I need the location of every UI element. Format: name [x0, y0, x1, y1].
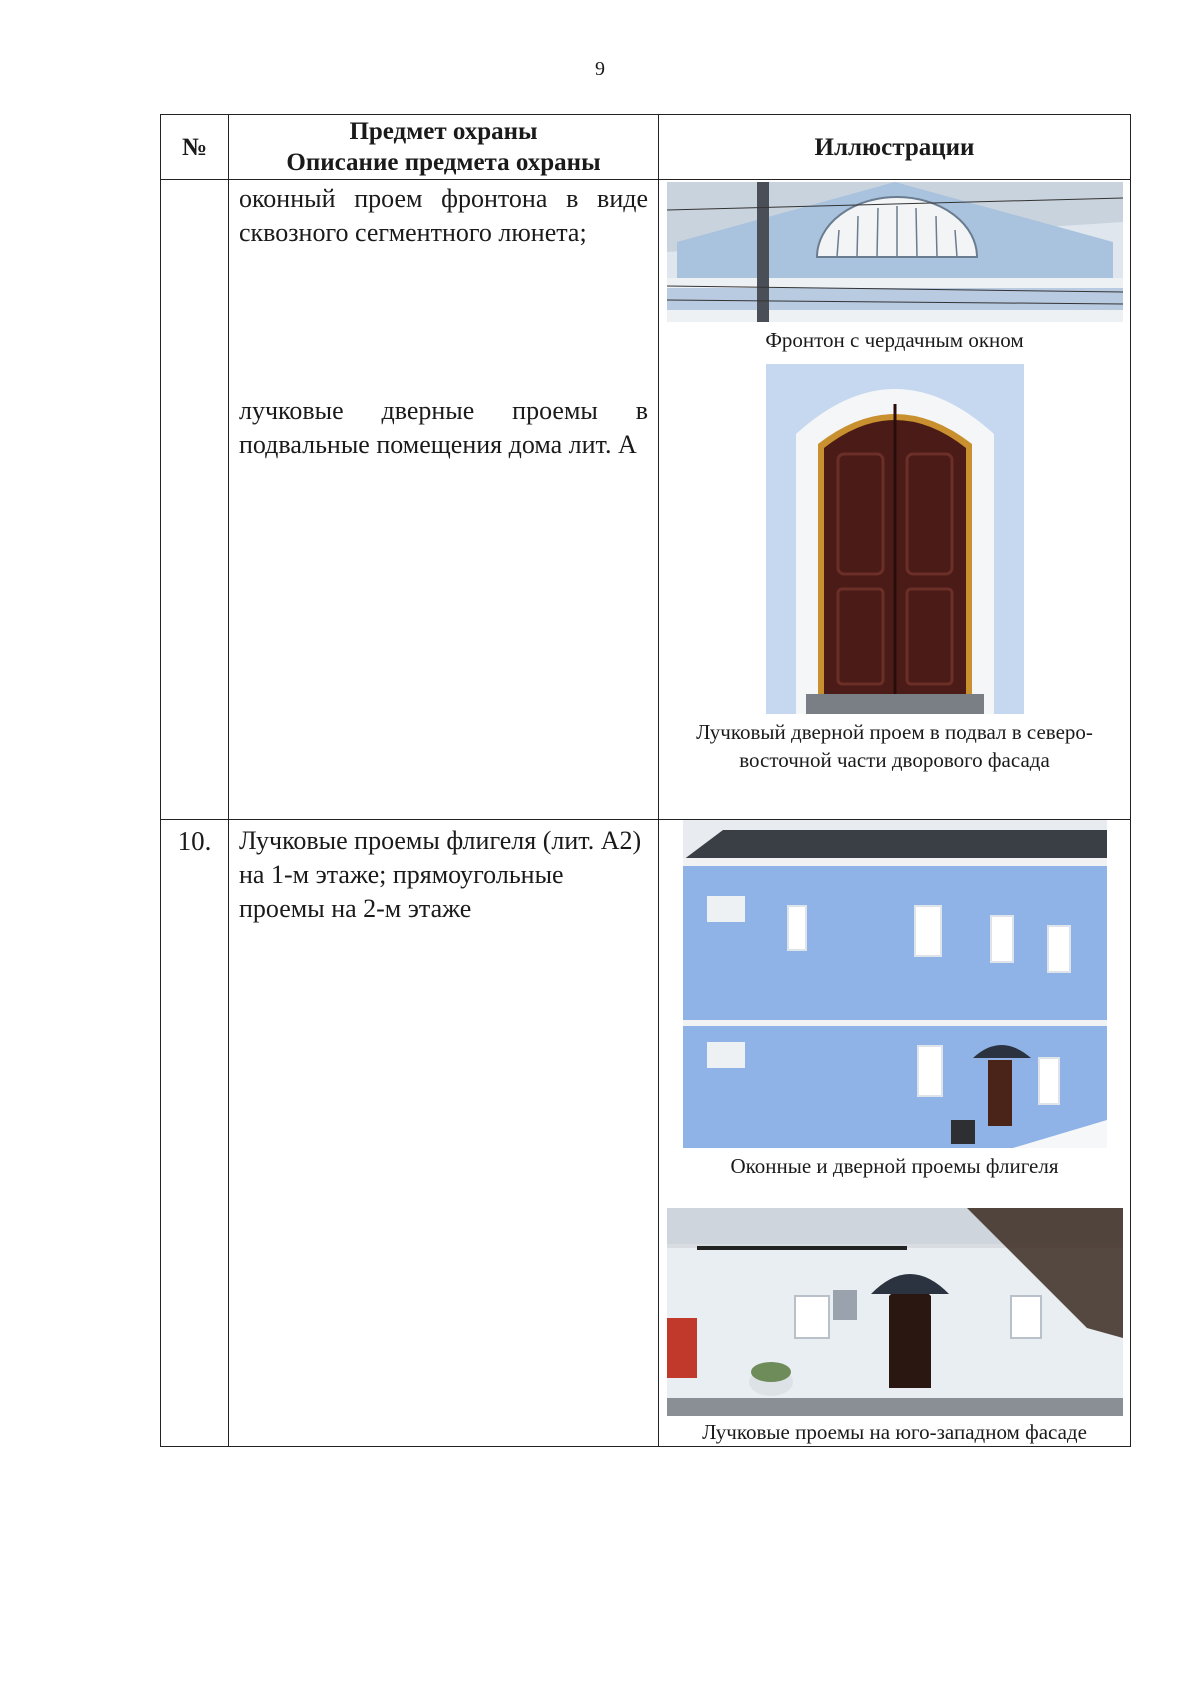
description-item: оконный проем фронтона в виде сквозного сегментного люнета; [239, 184, 648, 247]
row-illustration-cell [659, 180, 1131, 820]
row-illustration-cell [659, 820, 1131, 1447]
header-subject-description: Описание предмета охраны [286, 149, 601, 176]
row-number-cell [161, 180, 229, 820]
description-item: Лучковые проемы флигеля (лит. А2) на 1-м этаже; прямоугольные проемы на 2-м этаже [239, 826, 642, 923]
photo-caption: Лучковые проемы на юго-западном фасаде [702, 1420, 1087, 1444]
southwest-facade-photo [667, 1208, 1123, 1416]
page-number: 9 [595, 58, 605, 80]
outbuilding-photo [683, 820, 1107, 1148]
photo-caption: Оконные и дверной проемы флигеля [730, 1154, 1059, 1178]
row-number-cell: 10. [161, 820, 229, 1447]
table-row [161, 180, 1131, 820]
row-description-cell [229, 820, 659, 1447]
header-subject [229, 115, 659, 180]
table-header-row [161, 115, 1131, 180]
row-description-cell [229, 180, 659, 820]
header-illustrations: Иллюстрации [659, 115, 1131, 180]
description-item: лучковые дверные проемы в подвальные помещения дома лит. А [239, 396, 648, 459]
photo-caption: Фронтон с чердачным окном [765, 328, 1024, 352]
header-subject-title: Предмет охраны [349, 118, 538, 145]
photo-caption: Лучковый дверной проем в подвал в северо-восточной части дворового фасада [696, 720, 1093, 772]
protection-table [160, 114, 1131, 1447]
header-number: № [161, 115, 229, 180]
basement-door-photo [766, 364, 1024, 714]
pediment-photo [667, 182, 1123, 322]
table-row [161, 820, 1131, 1447]
